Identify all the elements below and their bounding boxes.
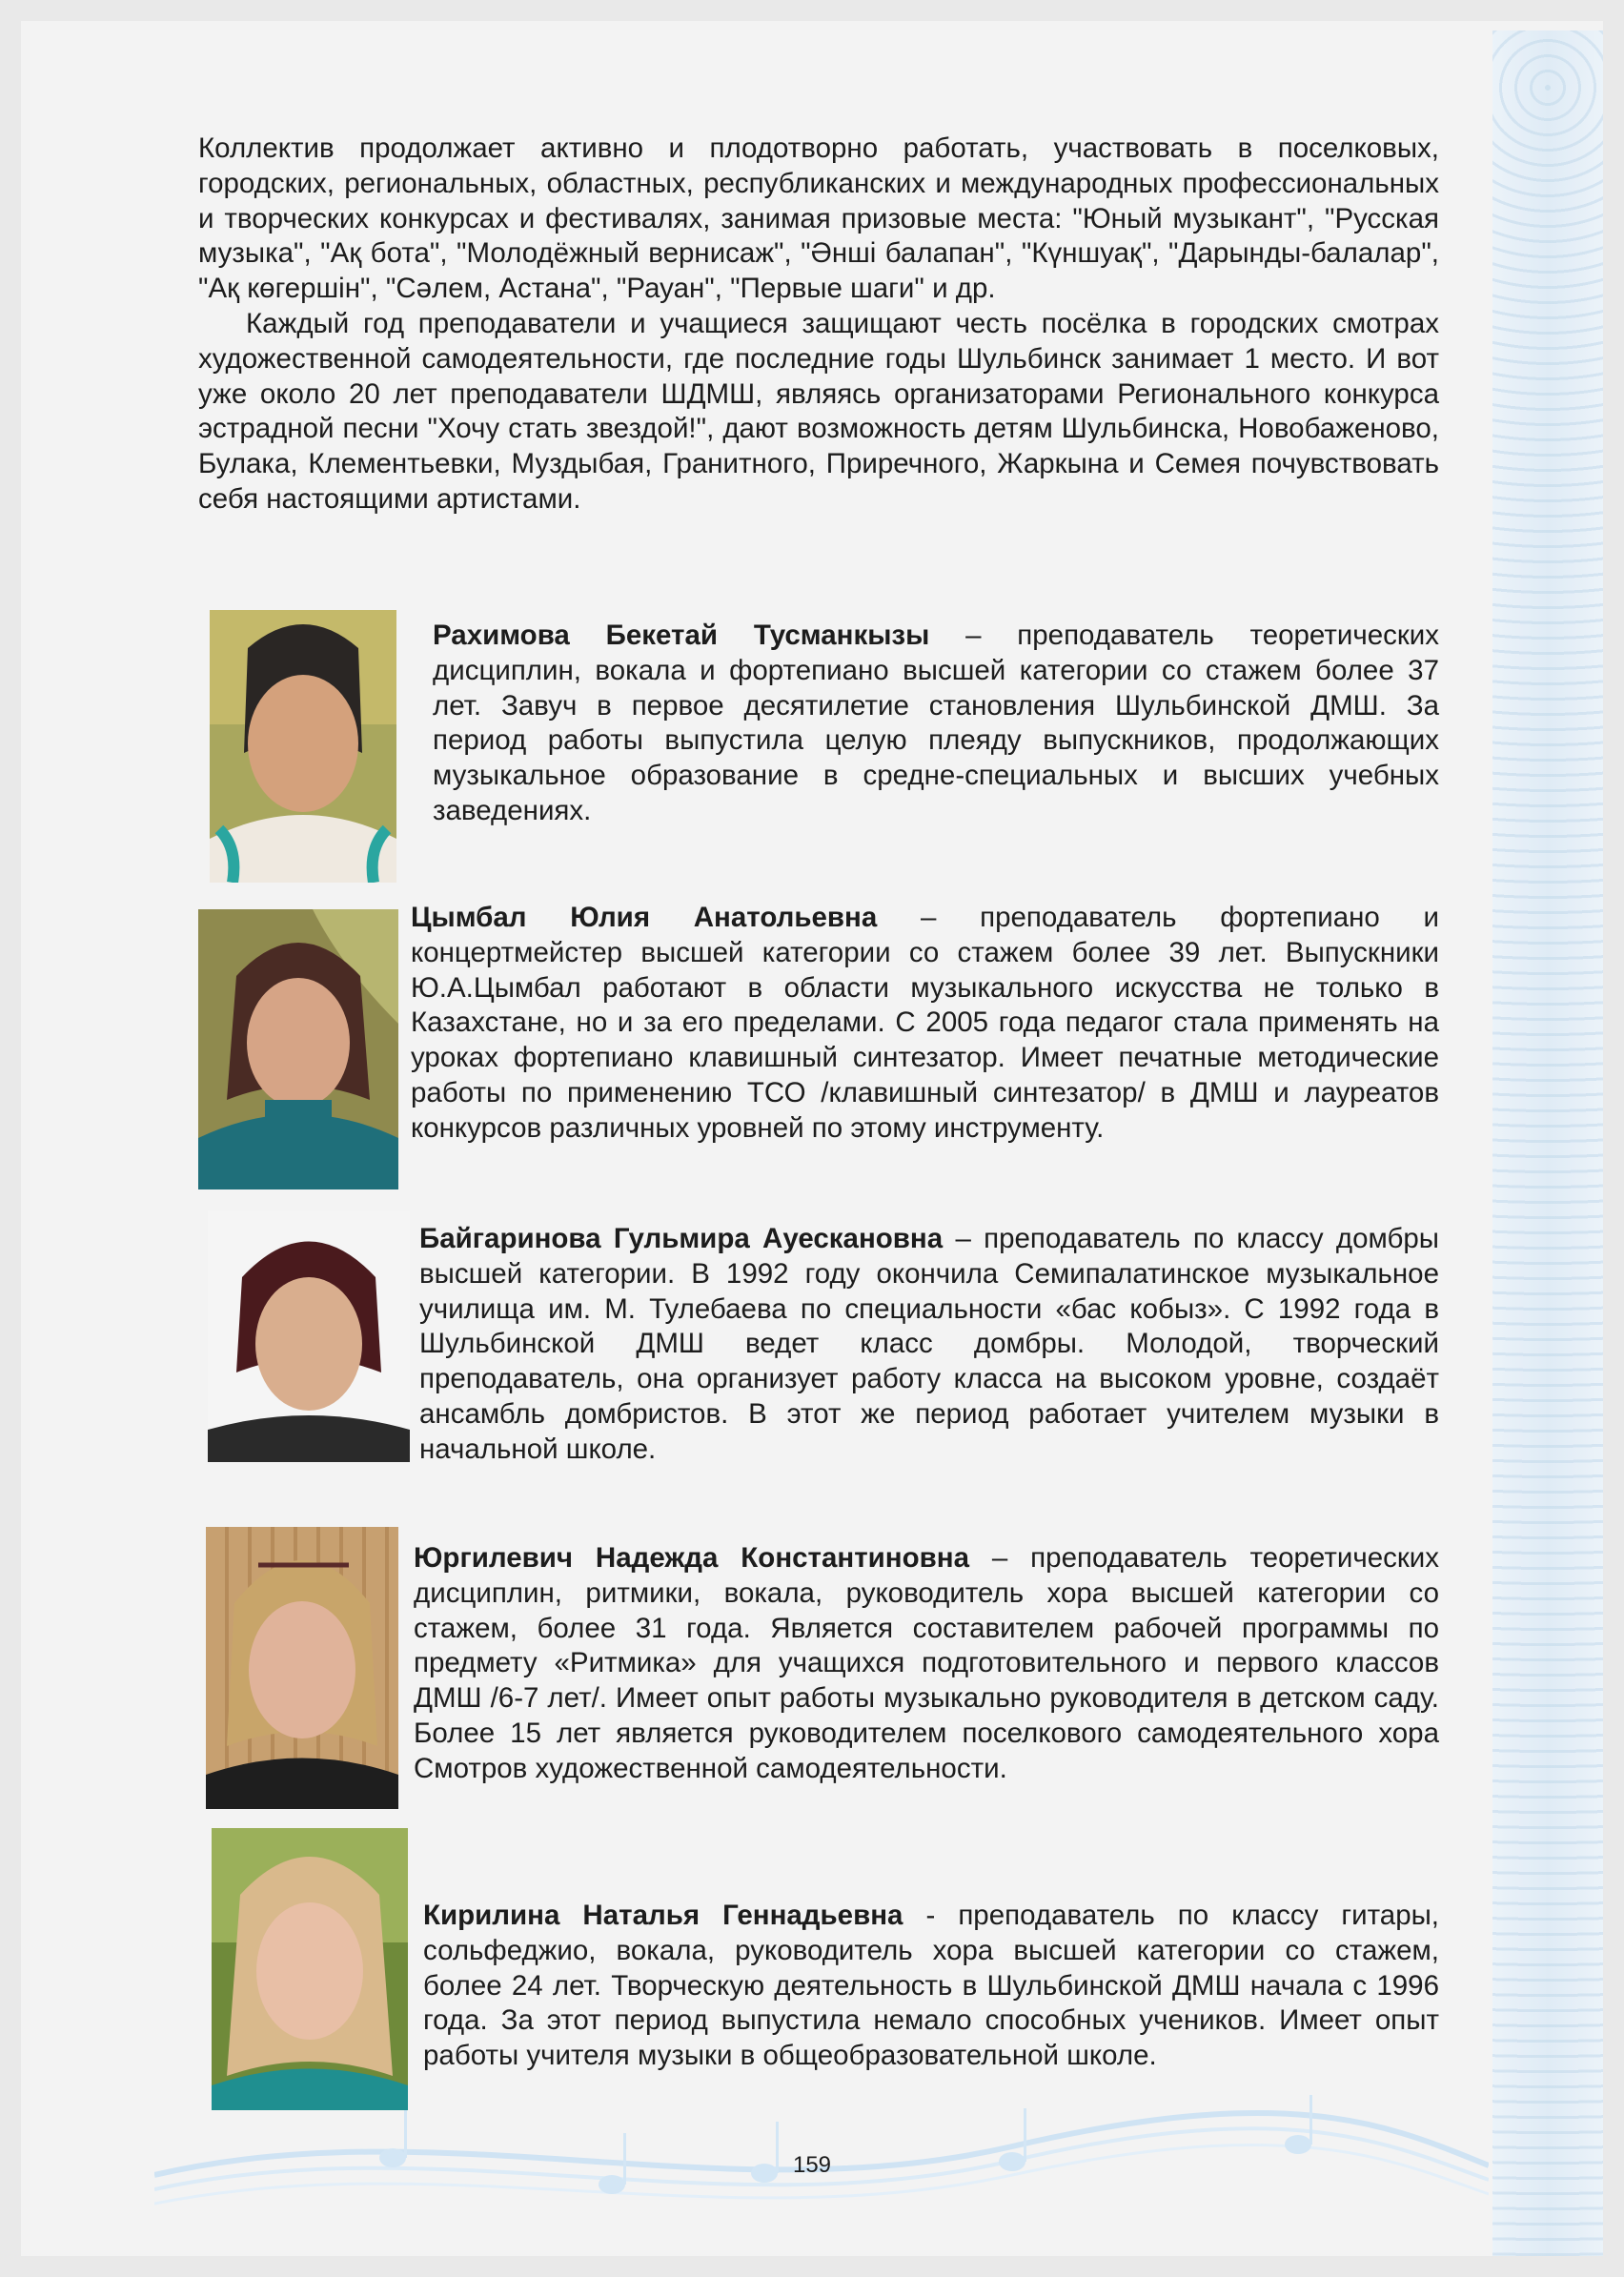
teacher-bio-1 xyxy=(433,619,1439,829)
teacher-name-5: Кирилина Наталья Геннадьевна xyxy=(423,1900,903,1931)
teacher-photo-4 xyxy=(206,1527,398,1809)
document-page xyxy=(21,21,1603,2256)
teacher-description-4: – преподаватель теоретических дисциплин, ритмики, вокала, руководитель хора высшей категории со стажем, более 31 года. Является составителем рабочей программы по предмету «Ритмика» для учащихся подготовительного и первого классов ДМШ /6-7 лет/. Имеет опыт работы музыкально руководителя в детском саду. Более 15 лет является руководителем поселкового самодеятельного хора Смотров художественной самодеятельности. xyxy=(414,1542,1439,1784)
intro-text xyxy=(198,132,1439,518)
teacher-name-4: Юргилевич Надежда Константиновна xyxy=(414,1542,969,1574)
teacher-bio-4 xyxy=(414,1541,1439,1787)
teacher-description-1: – преподаватель теоретических дисциплин, вокала и фортепиано высшей категории со стажем более 37 лет. Завуч в первое десятилетие становления Шульбинской ДМШ. За период работы выпустила целую плеяду выпускников, продолжающих музыкальное образование в средне-специальных и высших учебных заведениях. xyxy=(433,620,1439,826)
teacher-bio-2 xyxy=(411,901,1439,1147)
teacher-photo-3 xyxy=(208,1210,410,1462)
intro-paragraph-1: Коллектив продолжает активно и плодотворно работать, участвовать в поселковых, городских, региональных, областных, республиканских и международных профессиональных и творческих конкурсах и фестивалях, занимая призовые места: "Юный музыкант", "Русская музыка", "Ақ бота", "Молодёжный вернисаж", "Әнші балапан", "Күншуақ", "Дарынды-балалар", "Ақ көгершін", "Сәлем, Астана", "Рауан", "Первые шаги" и др. xyxy=(198,132,1439,305)
teacher-name-3: Байгаринова Гульмира Ауескановна xyxy=(419,1223,944,1254)
teacher-description-5: - преподаватель по классу гитары, сольфеджио, вокала, руководитель хора высшей категории со стажем, более 24 лет. Творческую деятельность в Шульбинской ДМШ начала с 1996 года. За этот период выпустила немало способных учеников. Имеет опыт работы учителя музыки в общеобразовательной школе. xyxy=(423,1900,1439,2072)
teacher-description-2: – преподаватель фортепиано и концертмейстер высшей категории со стажем более 39 лет. Выпускники Ю.А.Цымбал работают в области музыкального искусства не только в Казахстане, но и за его пределами. С 2005 года педагог стала применять на уроках фортепиано клавишный синтезатор. Имеет печатные методические работы по применению ТСО /клавишный синтезатор/ в ДМШ и лауреатов конкурсов различных уровней по этому инструменту. xyxy=(411,902,1439,1144)
teacher-bio-3 xyxy=(419,1222,1439,1468)
decorative-ornament-strip xyxy=(1492,30,1603,2256)
teacher-photo-5 xyxy=(212,1828,408,2110)
teacher-name-1: Рахимова Бекетай Тусманкызы xyxy=(433,620,930,651)
teacher-bio-5 xyxy=(423,1899,1439,2074)
teacher-photo-1 xyxy=(210,610,396,883)
intro-paragraph-2: Каждый год преподаватели и учащиеся защищают честь посёлка в городских смотрах художественной самодеятельности, где последние годы Шульбинск занимает 1 место. И вот уже около 20 лет преподаватели ШДМШ, являясь организаторами Регионального конкурса эстрадной песни "Хочу стать звездой!", дают возможность детям Шульбинска, Новобаженово, Булака, Клементьевки, Муздыбая, Гранитного, Приречного, Жаркына и Семея почувствовать себя настоящими артистами. xyxy=(198,307,1439,515)
teacher-photo-2 xyxy=(198,909,398,1189)
teacher-name-2: Цымбал Юлия Анатольевна xyxy=(411,902,878,933)
teacher-description-3: – преподаватель по классу домбры высшей категории. В 1992 году окончила Семипалатинское музыкальное училища им. М. Тулебаева по специальности «бас кобыз». С 1992 года в Шульбинской ДМШ ведет класс домбры. Молодой, творческий преподаватель, она организует работу класса на высоком уровне, создаёт ансамбль домбристов. В этот же период работает учителем музыки в начальной школе. xyxy=(419,1223,1439,1465)
page-number: 159 xyxy=(792,2152,832,2178)
